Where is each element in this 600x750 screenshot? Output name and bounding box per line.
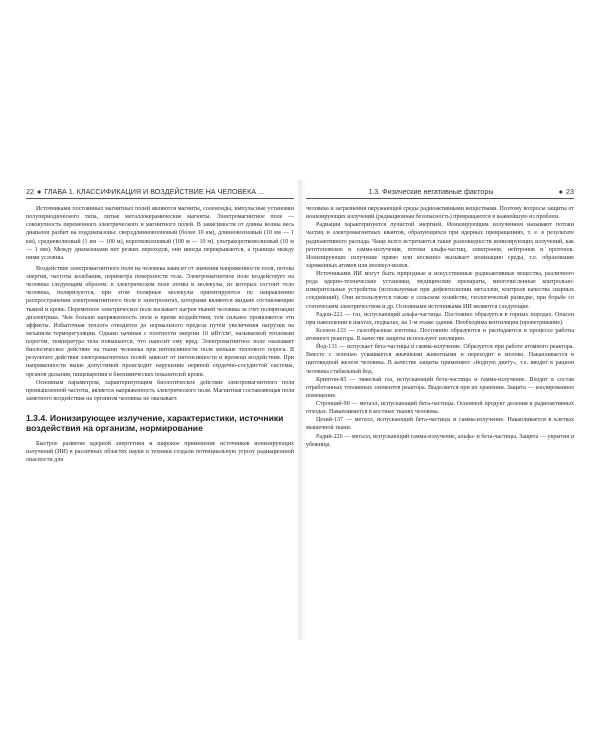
paragraph: Стронций-90 — металл, испускающий бета-частицы. Основной продукт деления в радиоактивных отходах. Накапливается в костных тканях человека.	[306, 401, 574, 416]
paragraph: Воздействие электромагнитного поля на человека зависит от значения напряженности поля, потока энергии, частоты колебания, периметра поверхности тела. Электромагнитное поле воздействует на человека следующим образом: в электрическом поле атомы и молекулы, из которых состоит тело человека, поляризуются, при этом полярные молекулы ориентируются по направлению распространения электромагнитного поля в электролитах, которыми являются жидкие составляющие тканей и кровь. Переменное электрическое поле вызывает нагрев тканей человека за счет поляризации диэлектрика. Чем больше напряженность поля и время воздействия, тем сильнее проявляются эти эффекты. Избыточная теплота отводится до нормального предела путем увеличения нагрузки на механизм терморегуляции. Однако начиная с плотности энергии 10 мВт/см², называемой тепловым порогом, температура тела повышается, что наносит ему вред. Электромагнитное поле оказывает биологическое действие на ткани человека при интенсивности поля меньше теплового порога. В результате действия электромагнитных полей зависит от интенсивности и времени воздействия. При напряженности выше допустимой происходит нарушение нервной сердечно-сосудистой системы, органов дыхания, пищеварения и биохимических показателей крови.	[26, 265, 294, 378]
paragraph: Ксенон-133 — газообразные изотопы. Постоянно образуются и распадаются в процессе работы атомного реактора. В качестве защиты используют изоляцию.	[306, 327, 574, 342]
bullet-icon: ●	[37, 186, 42, 196]
paragraph: Источниками постоянных магнитных полей являются магниты, соленоиды, импульсные установки полупериодического типа, литые металлокерамические магниты. Электромагнитное поле — совокупность переменного электрического и магнитного полей. В зависимости от длины волны весь диапазон разбит на поддиапазоны: сверхдлинноволновый (более 10 км), длинноволновый (10 км — 1 км), средневолновый (1 км — 100 м), коротковолновый (100 м — 10 м), ультракоротковолновый (10 м — 1 мм). Между диапазонами нет резких переходов, они иногда перекрываются, а границы между ними условны.	[26, 206, 294, 261]
left-page	[26, 186, 294, 464]
paragraph: Цезий-137 — металл, испускающий бета-частицы и гамма-излучение. Накапливается в клетках мышечной ткани.	[306, 417, 574, 432]
page-number-left: 22	[26, 186, 34, 196]
paragraph: Радиация характеризуется лучистой энергией. Ионизирующим излучением называют потоки частиц и электромагнитных квантов, образующихся при ядерных превращениях, т. е. в результате радиоактивного распада. Чаще всего встречаются такие разновидности ионизирующих излучений, как рентгеновское и гамма-излучения, потоки альфа-частиц, электронов, нейтронов и протонов. Ионизирующее излучение прямо или косвенно вызывает ионизацию среды, т.е. образование заряженных атомов или молекул-ионов.	[306, 222, 574, 269]
running-head-left	[26, 186, 294, 199]
paragraph: Радон-222 — газ, испускающий альфа-частицы. Постоянно образуется в горных породах. Опасен при накоплении в шахтах, подвалах, на 1-м этаже здания. Необходима вентиляция (проветривание).	[306, 311, 574, 326]
paragraph: человека и загрязнения окружающей среды радиоактивными веществами. Поэтому вопросы защиты от ионизирующих излучений (радиационная безопасность) превращаются в важнейшую из проблем.	[306, 206, 574, 221]
right-page	[306, 186, 574, 449]
page-number-right: 23	[566, 186, 575, 196]
running-head-title-left: ГЛАВА 1. КЛАССИФИКАЦИЯ И ВОЗДЕЙСТВИЕ НА ЧЕЛОВЕКА ...	[44, 186, 265, 196]
book-gutter	[296, 180, 306, 640]
paragraph: Криптон-85 — тяжелый газ, испускающий бета-частицы и гамма-излучение. Входит в состав отработанных топливных элементов реактора. Выделяется при их хранении. Защита — изолированное помещение.	[306, 376, 574, 399]
section-heading: 1.3.4. Ионизирующее излучение, характеристики, источники воздействия на организм, нормирование	[26, 413, 284, 434]
paragraph: Быстрое развитие ядерной энергетики и широкое применение источников ионизирующих излучений (ИИ) в различных областях науки и техники создали потенциальную угрозу радиационной опасности для	[26, 440, 294, 464]
running-head-title-right: 1.3. Физические негативные факторы	[368, 186, 494, 196]
bullet-icon: ●	[558, 186, 564, 196]
running-head-right	[306, 186, 574, 199]
paragraph: Радий-226 — металл, испускающий гамма-излучение, альфа- и бета-частицы. Защита — укрытия и убежища.	[306, 433, 574, 448]
paragraph: Источниками ИИ могут быть природные и искусственные радиоактивные вещества, различного рода ядерно-технические установки, медицинские препараты, многочисленные контрольно-измерительные устройства (используемые при дефектоскопии металлов, контроле качества сварных соединений). Они используются также в сельском хозяйстве, геологической разведке, при борьбе со статическим электричеством и др. Основными источниками ИИ являются следующие.	[306, 271, 574, 310]
left-body	[26, 199, 294, 464]
paragraph: Основным параметром, характеризующим биологическое действие электромагнитного поля промышленной частоты, является напряженность электрического поля. Магнитная составляющая поля заметного воздействия на организм человека не оказывает.	[26, 379, 294, 402]
paragraph: Йод-131 — испускает бета-частицы и гамма-излучение. Образуется при работе атомного реактора. Вместе с зеленью усваивается жвачными животными и переходит в молоко. Накапливается в щитовидной железе человека. В качестве защиты применяют «йодную диету», т.е. вводят в рацион человека стабильный йод.	[306, 344, 574, 375]
right-body	[306, 199, 574, 449]
